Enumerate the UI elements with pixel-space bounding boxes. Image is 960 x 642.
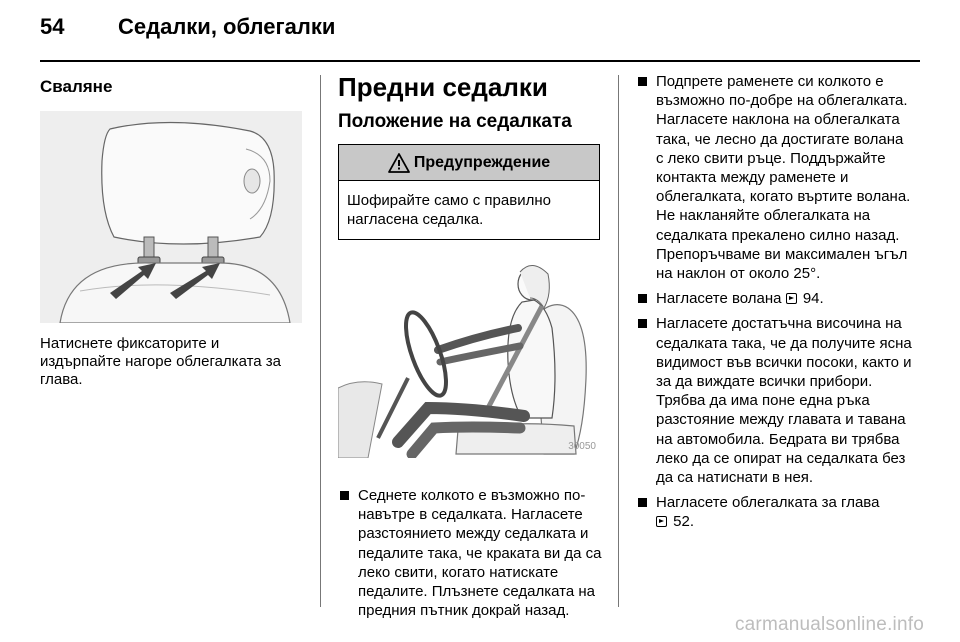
chapter-title: Седалки, облегалки <box>118 14 336 39</box>
seat-instructions-list <box>338 486 604 620</box>
column-divider <box>320 75 321 607</box>
headrest-diagram <box>40 111 302 323</box>
driver-position-diagram <box>338 258 600 458</box>
section-subtitle: Положение на седалката <box>338 111 572 132</box>
column-divider <box>618 75 619 607</box>
list-item-text: Нагласете достатъчна височина на седалката така, че да получите ясна видимост във всички посоки, както и за да виждате всички прибори. Трябва да има поне една ръка разстояние между главата и тавана на автомобила. Бедрата ви трябва леко да се опират на седалката без да са натиснати в нея. <box>656 315 912 487</box>
list-item <box>636 314 912 487</box>
driver-seat-illustration <box>338 258 600 458</box>
square-bullet-icon <box>638 294 647 303</box>
list-item <box>636 493 912 531</box>
column-middle <box>338 70 604 626</box>
headrest-illustration <box>40 111 302 323</box>
header-rule <box>40 60 920 62</box>
square-bullet-icon <box>340 491 349 500</box>
warning-heading: Предупреждение <box>413 153 551 171</box>
list-item <box>636 72 912 283</box>
list-item <box>636 289 912 308</box>
headrest-instruction: Натиснете фиксаторите и издърпайте нагоре облегалката за глава. <box>40 335 282 388</box>
watermark: carmanualsonline.info <box>734 614 924 635</box>
image-code: 30050 <box>568 441 596 452</box>
page-number: 54 <box>40 14 65 39</box>
list-item <box>338 486 604 620</box>
page-reference-icon <box>786 293 797 304</box>
warning-header <box>339 145 599 181</box>
column-right <box>636 70 912 538</box>
column-left <box>40 70 304 389</box>
warning-box <box>338 144 600 240</box>
square-bullet-icon <box>638 319 647 328</box>
list-item-text: Нагласете облегалката за глава <box>656 494 880 512</box>
page-reference-icon <box>656 516 667 527</box>
list-item-text: Седнете колкото е възможно по-навътре в седалката. Нагласете разстоянието между седалката и педалите така, че краката ви да са леко свити, когато натискате педалите. Плъзнете седалката на предния пътник докрай назад. <box>358 487 602 620</box>
section-title: Предни седалки <box>338 72 548 102</box>
warning-text: Шофирайте само с правилно нагласена седалка. <box>347 192 551 228</box>
page-reference-link[interactable]: 94. <box>798 290 824 308</box>
square-bullet-icon <box>638 498 647 507</box>
list-item-text: Подпрете раменете си колкото е възможно по-добре на облегалката. Нагласете наклона на облегалката така, че лесно да достигате волана с леко свити ръце. Поддържайте контакта между раменете и облегалката, когато въртите волана. Не накланяйте облегалката на седалката прекалено силно назад. Препоръчваме ви максимален ъгъл на наклон от около 25°. <box>656 73 911 283</box>
list-item-text: Нагласете волана <box>656 290 786 308</box>
square-bullet-icon <box>638 77 647 86</box>
page-reference-link[interactable]: 52. <box>669 513 695 531</box>
warning-triangle-icon <box>388 153 410 173</box>
adjustment-list <box>636 72 912 532</box>
section-subhead: Сваляне <box>40 77 113 96</box>
